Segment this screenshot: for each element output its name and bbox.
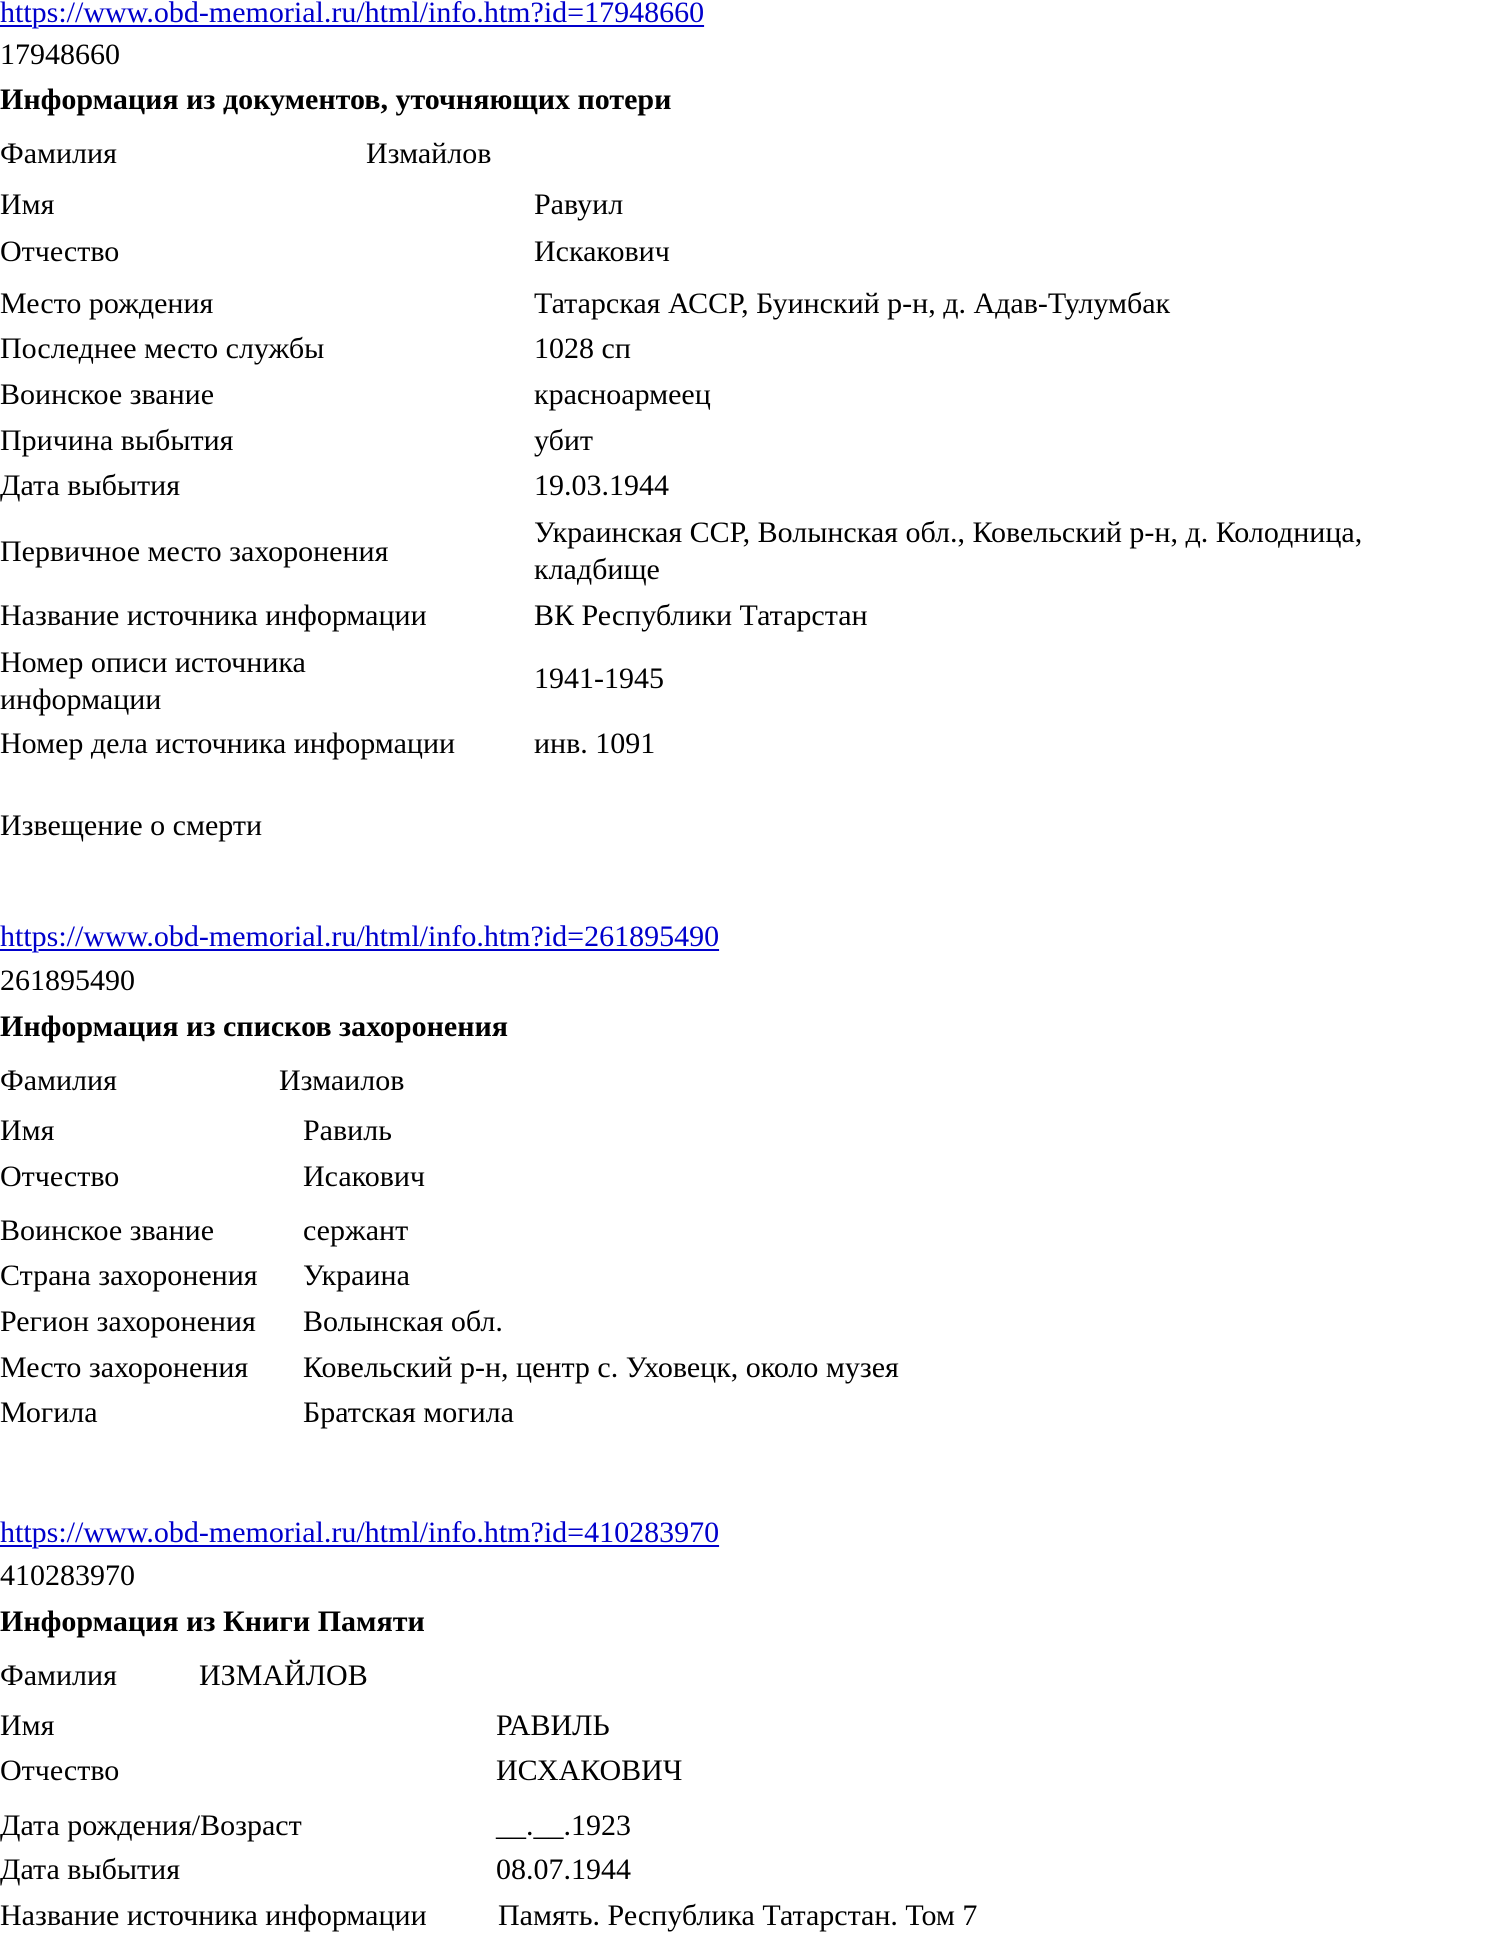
field-value: Измаилов xyxy=(279,1064,405,1097)
field-label: Воинское звание xyxy=(0,1214,215,1247)
field-value: Искакович xyxy=(534,235,670,268)
field-label: Имя xyxy=(0,188,55,221)
field-value: убит xyxy=(534,424,594,457)
field-value: сержант xyxy=(303,1214,409,1247)
field-value-line: Украинская ССР, Волынская обл., Ковельский р-н, д. Колодница, xyxy=(534,516,1363,549)
record-id: 410283970 xyxy=(0,1559,135,1592)
field-value: 1028 сп xyxy=(534,332,631,365)
field-value: ВК Республики Татарстан xyxy=(534,599,868,632)
field-value: красноармеец xyxy=(534,378,711,411)
field-label-line: информации xyxy=(0,683,162,716)
field-value: Исакович xyxy=(303,1160,426,1193)
field-value: 1941-1945 xyxy=(534,662,664,695)
field-value-line: кладбище xyxy=(534,553,660,586)
record-link[interactable]: https://www.obd-memorial.ru/html/info.htm?id=261895490 xyxy=(0,920,720,953)
field-label: Отчество xyxy=(0,1160,120,1193)
record-link[interactable]: https://www.obd-memorial.ru/html/info.htm?id=410283970 xyxy=(0,1516,720,1549)
field-label: Страна захоронения xyxy=(0,1259,258,1292)
field-label: Название источника информации xyxy=(0,599,427,632)
field-label-line: Номер описи источника xyxy=(0,646,306,679)
field-value: инв. 1091 xyxy=(534,727,656,760)
field-value: 19.03.1944 xyxy=(534,469,669,502)
record-link[interactable]: https://www.obd-memorial.ru/html/info.htm?id=17948660 xyxy=(0,0,705,29)
field-label: Могила xyxy=(0,1396,98,1429)
field-label: Дата рождения/Возраст xyxy=(0,1809,302,1842)
field-label: Фамилия xyxy=(0,1659,117,1692)
field-label: Место рождения xyxy=(0,287,214,320)
field-label: Дата выбытия xyxy=(0,1853,180,1886)
field-value: РАВИЛЬ xyxy=(496,1709,610,1742)
field-value: Волынская обл. xyxy=(303,1305,503,1338)
field-label: Первичное место захоронения xyxy=(0,535,389,568)
record-heading: Информация из документов, уточняющих потери xyxy=(0,83,672,116)
field-label: Номер дела источника информации xyxy=(0,727,456,760)
record-note: Извещение о смерти xyxy=(0,809,263,842)
record-heading: Информация из списков захоронения xyxy=(0,1010,509,1043)
field-value: Равиль xyxy=(303,1114,392,1147)
record-heading: Информация из Книги Памяти xyxy=(0,1605,425,1638)
field-label: Отчество xyxy=(0,235,120,268)
field-label: Имя xyxy=(0,1114,55,1147)
field-label: Воинское звание xyxy=(0,378,215,411)
field-value: Память. Республика Татарстан. Том 7 xyxy=(498,1899,978,1932)
record-id: 261895490 xyxy=(0,964,135,997)
field-label: Фамилия xyxy=(0,137,117,170)
field-label: Имя xyxy=(0,1709,55,1742)
field-label: Регион захоронения xyxy=(0,1305,256,1338)
field-label: Название источника информации xyxy=(0,1899,427,1932)
field-value: 08.07.1944 xyxy=(496,1853,631,1886)
field-value: Измайлов xyxy=(366,137,492,170)
field-label: Место захоронения xyxy=(0,1351,249,1384)
field-label: Дата выбытия xyxy=(0,469,180,502)
field-value: ИСХАКОВИЧ xyxy=(496,1754,683,1787)
field-label: Последнее место службы xyxy=(0,332,325,365)
field-value: ИЗМАЙЛОВ xyxy=(199,1659,368,1692)
field-value: Ковельский р-н, центр с. Уховецк, около музея xyxy=(303,1351,899,1384)
field-value: Братская могила xyxy=(303,1396,514,1429)
field-value: Татарская АССР, Буинский р-н, д. Адав-Тулумбак xyxy=(534,287,1171,320)
field-label: Отчество xyxy=(0,1754,120,1787)
field-value: Равуил xyxy=(534,188,624,221)
field-value: Украина xyxy=(303,1259,410,1292)
field-label: Причина выбытия xyxy=(0,424,234,457)
record-id: 17948660 xyxy=(0,38,120,71)
field-label: Фамилия xyxy=(0,1064,117,1097)
field-value: __.__.1923 xyxy=(496,1809,631,1842)
